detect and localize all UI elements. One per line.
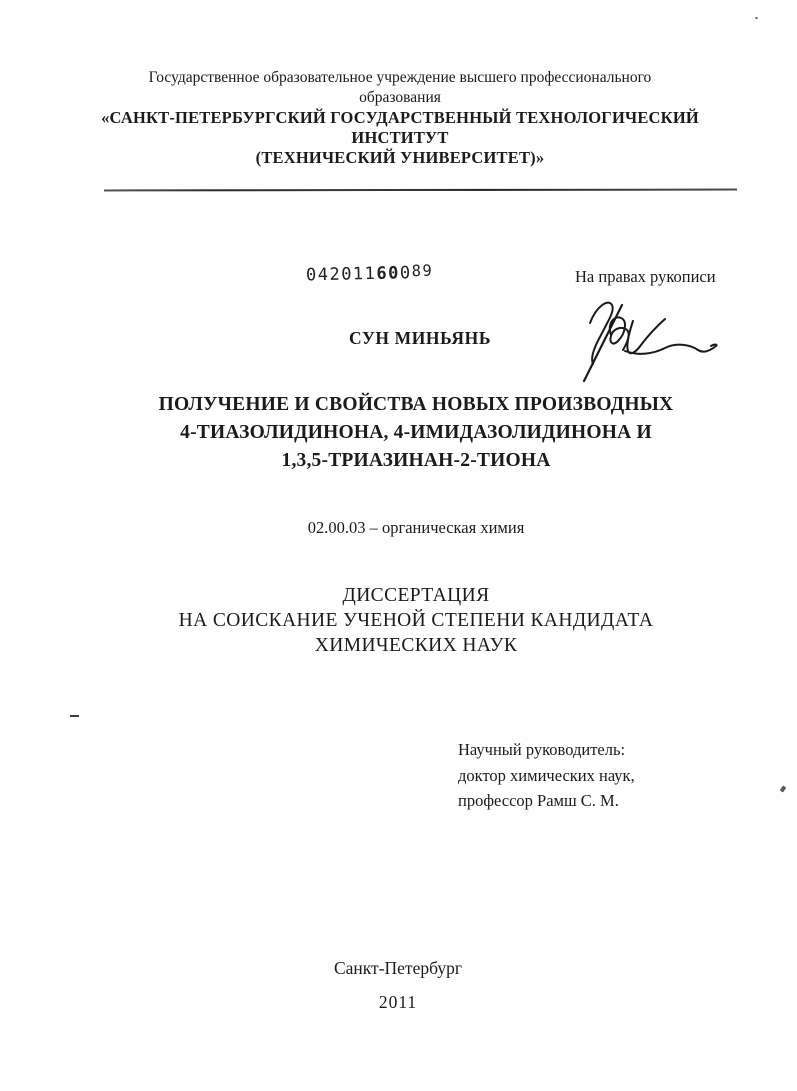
manuscript-rights-note: На правах рукописи <box>575 267 716 286</box>
institution-type-line: образования <box>359 89 441 106</box>
specialty-code: 02.00.03 – органическая химия <box>307 518 525 537</box>
dissertation-type-line: ХИМИЧЕСКИХ НАУК <box>314 635 518 656</box>
publication-city: Санкт-Петербург <box>333 958 463 978</box>
stamp-digits: 042011 <box>305 263 377 286</box>
scan-artifact-dash <box>70 715 79 717</box>
supervisor-label: Научный руководитель: <box>458 740 626 759</box>
institution-name-line: (ТЕХНИЧЕСКИЙ УНИВЕРСИТЕТ)» <box>255 148 545 167</box>
title-line: ПОЛУЧЕНИЕ И СВОЙСТВА НОВЫХ ПРОИЗВОДНЫХ <box>158 394 674 415</box>
dissertation-type-line: ДИССЕРТАЦИЯ <box>342 585 490 606</box>
institution-name-line: ИНСТИТУТ <box>351 128 449 147</box>
supervisor-name: профессор Рамш С. М. <box>458 791 619 810</box>
dissertation-type-statement <box>98 583 734 658</box>
institution-type-line: Государственное образовательное учреждение высшего профессионального <box>148 69 652 86</box>
institution-header <box>70 68 730 168</box>
dissertation-title <box>98 391 734 475</box>
stamp-digits-bold: 60 <box>376 263 401 284</box>
registration-stamp-number <box>306 263 434 286</box>
publication-year: 2011 <box>378 992 418 1012</box>
institution-name-line: «САНКТ-ПЕТЕРБУРГСКИЙ ГОСУДАРСТВЕННЫЙ ТЕХНОЛОГИЧЕСКИЙ <box>101 108 699 127</box>
title-line: 4-ТИАЗОЛИДИНОНА, 4-ИМИДАЗОЛИДИНОНА И <box>180 422 652 443</box>
title-line: 1,3,5-ТРИАЗИНАН-2-ТИОНА <box>281 450 551 471</box>
horizontal-rule <box>104 189 737 192</box>
author-name: СУН МИНЬЯНЬ <box>348 328 492 348</box>
supervisor-degree: доктор химических наук, <box>458 765 635 785</box>
supervisor-block <box>458 737 635 814</box>
stamp-digits: 0 <box>399 263 412 284</box>
signature-icon <box>568 293 724 395</box>
stamp-digits-raised: 89 <box>411 261 434 281</box>
scan-artifact-speck <box>780 785 787 792</box>
dissertation-type-line: НА СОИСКАНИЕ УЧЕНОЙ СТЕПЕНИ КАНДИДАТА <box>178 610 654 631</box>
scan-artifact-dot <box>755 17 758 19</box>
